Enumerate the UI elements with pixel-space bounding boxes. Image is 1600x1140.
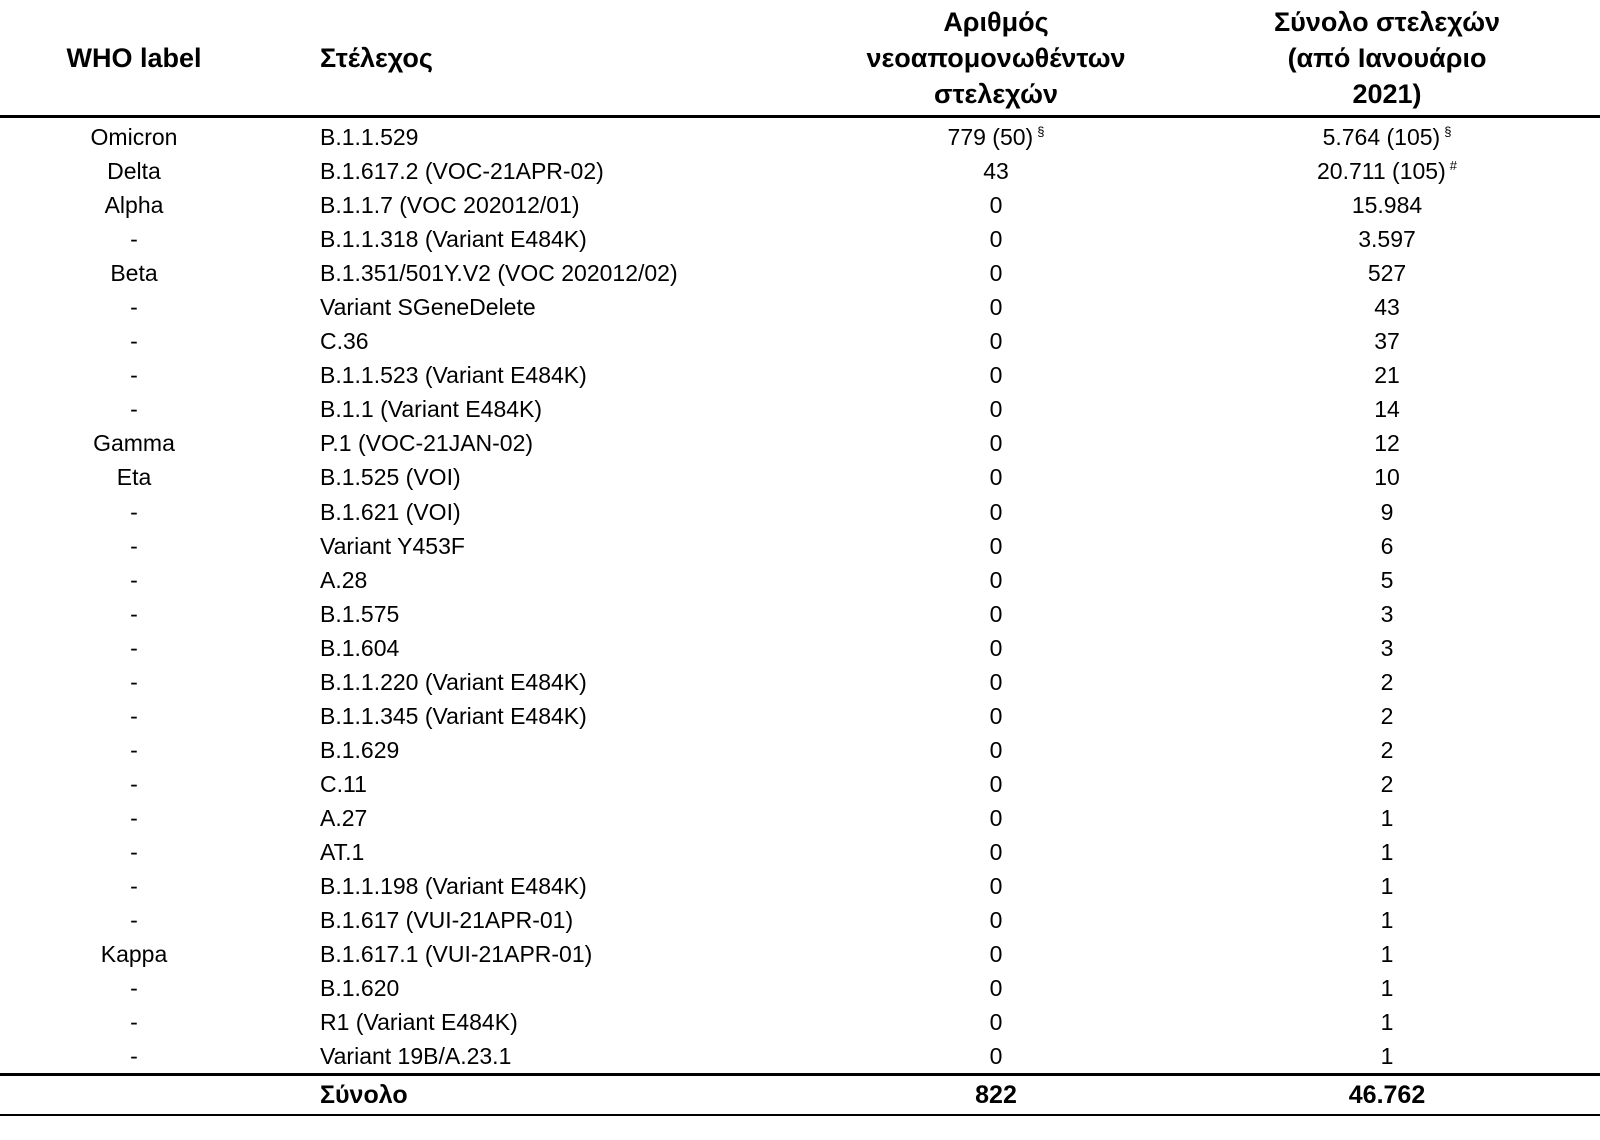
total-strains-cell	[1194, 529, 1600, 563]
total-strains-cell	[1194, 256, 1600, 290]
who-label-cell: -	[130, 566, 138, 593]
table-row	[0, 222, 1600, 256]
who-label-cell: -	[130, 873, 138, 900]
strain-cell: B.1.351/501Y.V2 (VOC 202012/02)	[320, 260, 678, 287]
strain-cell: B.1.1 (Variant E484K)	[320, 396, 543, 423]
new-isolates-value: 0	[989, 770, 1003, 797]
table-row	[0, 1005, 1600, 1039]
total-strains-cell	[1194, 835, 1600, 869]
total-strains-cell	[1194, 154, 1600, 188]
table-header	[0, 0, 1600, 117]
new-isolates-value: 0	[989, 634, 1003, 661]
total-strains-cell	[1194, 1005, 1600, 1039]
table-row	[0, 937, 1600, 971]
strain-cell: B.1.617.1 (VUI-21APR-01)	[320, 941, 593, 968]
new-isolates-value: 779 (50)	[947, 124, 1034, 151]
table-row	[0, 903, 1600, 937]
total-strains-value: 43	[1374, 294, 1400, 321]
total-strains-value: 1	[1380, 941, 1394, 968]
new-isolates-cell	[838, 426, 1194, 460]
table-row	[0, 426, 1600, 460]
who-label-cell: -	[130, 396, 138, 423]
total-strains-value: 15.984	[1351, 192, 1423, 219]
new-isolates-cell	[838, 154, 1194, 188]
new-isolates-value: 0	[989, 975, 1003, 1002]
total-label: Σύνολο	[278, 1075, 838, 1116]
total-row-empty-cell	[0, 1075, 278, 1116]
strain-cell: B.1.1.523 (Variant E484K)	[320, 362, 587, 389]
who-label-cell: Eta	[116, 464, 152, 491]
new-isolates-value: 0	[989, 294, 1003, 321]
new-isolates-cell	[838, 222, 1194, 256]
new-isolates-value: 0	[989, 736, 1003, 763]
table-row	[0, 188, 1600, 222]
who-label-cell: Gamma	[93, 430, 175, 457]
who-label-cell: Omicron	[90, 124, 178, 151]
table-row	[0, 801, 1600, 835]
total-strains-value: 1	[1380, 907, 1394, 934]
total-strains-value: 37	[1374, 328, 1400, 355]
new-isolates-cell	[838, 835, 1194, 869]
total-strains-cell	[1194, 426, 1600, 460]
new-isolates-cell	[838, 767, 1194, 801]
total-strains-cell	[1194, 971, 1600, 1005]
total-strains-value: 2	[1380, 736, 1394, 763]
table-row	[0, 1039, 1600, 1075]
total-strains-value: 1	[1380, 839, 1394, 865]
who-label-cell: -	[130, 498, 138, 525]
new-isolates-cell	[838, 971, 1194, 1005]
new-isolates-cell	[838, 495, 1194, 529]
new-isolates-cell	[838, 903, 1194, 937]
new-isolates-cell	[838, 117, 1194, 155]
footnote-marker: #	[1449, 158, 1457, 174]
header-strain-text: Στέλεχος	[320, 42, 433, 73]
header-total-strains-line: Σύνολο στελεχών	[1273, 6, 1501, 37]
total-strains-value: 3.597	[1358, 226, 1416, 253]
total-strains-value: 1	[1380, 975, 1394, 1002]
who-label-cell: -	[130, 226, 138, 253]
new-isolates-value: 0	[989, 941, 1003, 968]
total-strains-value: 1	[1380, 1043, 1394, 1070]
new-isolates-cell	[838, 801, 1194, 835]
header-who-label-text: WHO label	[66, 42, 202, 73]
strain-cell: B.1.1.7 (VOC 202012/01)	[320, 192, 580, 219]
strain-cell: B.1.1.529	[320, 124, 419, 151]
table-row	[0, 256, 1600, 290]
total-strains-value: 9	[1380, 498, 1394, 525]
new-isolates-cell	[838, 392, 1194, 426]
new-isolates-value: 0	[989, 804, 1003, 831]
table-row	[0, 597, 1600, 631]
strain-cell: A.27	[320, 804, 368, 831]
strain-cell: B.1.629	[320, 736, 400, 763]
total-strains-value: 5	[1380, 566, 1394, 593]
table-body	[0, 117, 1600, 1075]
table-row	[0, 324, 1600, 358]
new-isolates-value: 0	[989, 702, 1003, 729]
who-label-cell: Kappa	[100, 941, 168, 968]
new-isolates-value: 0	[989, 600, 1003, 627]
header-total-strains	[1194, 0, 1600, 117]
total-strains-cell	[1194, 597, 1600, 631]
header-total-strains-line: (από Ιανουάριο	[1287, 42, 1487, 73]
new-isolates-value: 0	[989, 464, 1003, 491]
total-strains-value: 14	[1374, 396, 1400, 423]
who-label-cell: -	[130, 600, 138, 627]
table-row	[0, 835, 1600, 869]
new-isolates-cell	[838, 869, 1194, 903]
total-strains-value: 20.711 (105)	[1317, 158, 1446, 185]
new-isolates-value: 0	[989, 498, 1003, 525]
new-isolates-cell	[838, 290, 1194, 324]
header-strain	[278, 0, 838, 117]
total-strains-value: 2	[1380, 770, 1394, 797]
total-strains-cell	[1194, 188, 1600, 222]
new-isolates-cell	[838, 563, 1194, 597]
total-strains-cell	[1194, 290, 1600, 324]
total-strains-value: 1	[1380, 804, 1394, 831]
total-strains-cell	[1194, 324, 1600, 358]
strain-cell: C.36	[320, 328, 369, 355]
new-isolates-cell	[838, 1039, 1194, 1075]
who-label-cell: -	[130, 1009, 138, 1036]
strain-cell: B.1.1.198 (Variant E484K)	[320, 873, 587, 900]
who-label-cell: -	[130, 804, 138, 831]
new-isolates-cell	[838, 188, 1194, 222]
new-isolates-value: 0	[989, 192, 1003, 219]
new-isolates-value: 0	[989, 260, 1003, 287]
strain-cell: B.1.1.345 (Variant E484K)	[320, 702, 587, 729]
who-label-cell: Delta	[107, 158, 161, 185]
header-new-isolates-line: στελεχών	[934, 78, 1058, 109]
total-strains-cell	[1194, 495, 1600, 529]
header-new-isolates-line: νεοαπομονωθέντων	[866, 42, 1126, 73]
who-label-cell: -	[130, 839, 138, 865]
header-new-isolates	[838, 0, 1194, 117]
total-new-isolates: 822	[838, 1075, 1194, 1116]
total-strains-value: 5.764 (105)	[1322, 124, 1441, 151]
total-strains-cell	[1194, 733, 1600, 767]
table-row	[0, 665, 1600, 699]
who-label-cell: -	[130, 736, 138, 763]
new-isolates-value: 0	[989, 396, 1003, 423]
new-isolates-cell	[838, 937, 1194, 971]
new-isolates-cell	[838, 631, 1194, 665]
total-strains-cell	[1194, 358, 1600, 392]
new-isolates-cell	[838, 699, 1194, 733]
new-isolates-value: 0	[989, 532, 1003, 559]
header-new-isolates-line: Αριθμός	[943, 6, 1049, 37]
strain-cell: Variant 19B/A.23.1	[320, 1043, 512, 1070]
table-row	[0, 358, 1600, 392]
new-isolates-value: 0	[989, 362, 1003, 389]
table-footer	[0, 1075, 1600, 1116]
total-strains-value: 527	[1367, 260, 1407, 287]
total-strains-cell	[1194, 903, 1600, 937]
table-row	[0, 563, 1600, 597]
total-strains-cell	[1194, 937, 1600, 971]
grand-total: 46.762	[1194, 1075, 1600, 1116]
new-isolates-value: 0	[989, 668, 1003, 695]
strain-cell: A.28	[320, 566, 368, 593]
new-isolates-cell	[838, 256, 1194, 290]
strain-cell: B.1.1.220 (Variant E484K)	[320, 668, 587, 695]
who-label-cell: -	[130, 975, 138, 1002]
total-strains-value: 1	[1380, 1009, 1394, 1036]
new-isolates-value: 0	[989, 873, 1003, 900]
new-isolates-value: 0	[989, 566, 1003, 593]
table-row	[0, 495, 1600, 529]
header-who-label	[0, 0, 278, 117]
new-isolates-cell	[838, 733, 1194, 767]
total-strains-value: 1	[1380, 873, 1394, 900]
table-row	[0, 733, 1600, 767]
who-label-cell: -	[130, 328, 138, 355]
new-isolates-cell	[838, 1005, 1194, 1039]
strain-cell: B.1.525 (VOI)	[320, 464, 461, 491]
table-row	[0, 767, 1600, 801]
strain-cell: B.1.621 (VOI)	[320, 498, 461, 525]
total-strains-cell	[1194, 767, 1600, 801]
new-isolates-cell	[838, 324, 1194, 358]
new-isolates-value: 0	[989, 430, 1003, 457]
who-label-cell: -	[130, 362, 138, 389]
total-strains-cell	[1194, 460, 1600, 494]
footnote-marker: §	[1444, 124, 1452, 140]
total-strains-cell	[1194, 869, 1600, 903]
strain-cell: B.1.620	[320, 975, 400, 1002]
strain-cell: C.11	[320, 770, 367, 797]
who-label-cell: -	[130, 1043, 138, 1070]
total-strains-value: 2	[1380, 702, 1394, 729]
new-isolates-value: 0	[989, 907, 1003, 934]
strain-cell: B.1.617 (VUI-21APR-01)	[320, 907, 574, 934]
new-isolates-value: 0	[989, 839, 1003, 865]
who-label-cell: -	[130, 294, 138, 321]
total-strains-value: 21	[1374, 362, 1400, 389]
new-isolates-cell	[838, 460, 1194, 494]
table-row	[0, 971, 1600, 1005]
new-isolates-value: 0	[989, 226, 1003, 253]
strain-cell: B.1.575	[320, 600, 400, 627]
total-strains-cell	[1194, 699, 1600, 733]
strain-cell: Variant SGeneDelete	[320, 294, 536, 321]
table-row	[0, 699, 1600, 733]
total-strains-value: 10	[1374, 464, 1400, 491]
total-row	[0, 1075, 1600, 1116]
strain-cell: B.1.1.318 (Variant E484K)	[320, 226, 587, 253]
total-strains-cell	[1194, 665, 1600, 699]
total-strains-cell	[1194, 801, 1600, 835]
table-row	[0, 154, 1600, 188]
header-row	[0, 0, 1600, 117]
footnote-marker: §	[1037, 124, 1045, 140]
who-label-cell: -	[130, 532, 138, 559]
total-strains-cell	[1194, 392, 1600, 426]
total-strains-cell	[1194, 222, 1600, 256]
new-isolates-value: 0	[989, 1009, 1003, 1036]
who-label-cell: -	[130, 668, 138, 695]
new-isolates-value: 0	[989, 328, 1003, 355]
strain-cell: AT.1	[320, 839, 365, 865]
total-strains-value: 3	[1380, 634, 1394, 661]
who-label-cell: Beta	[110, 260, 158, 287]
new-isolates-cell	[838, 529, 1194, 563]
table-row	[0, 290, 1600, 324]
table-row	[0, 460, 1600, 494]
total-strains-value: 3	[1380, 600, 1394, 627]
strain-cell: B.1.617.2 (VOC-21APR-02)	[320, 158, 604, 185]
strain-cell: R1 (Variant E484K)	[320, 1009, 518, 1036]
total-strains-cell	[1194, 563, 1600, 597]
total-strains-cell	[1194, 117, 1600, 155]
who-label-cell: -	[130, 702, 138, 729]
new-isolates-value: 43	[983, 158, 1009, 185]
strain-cell: B.1.604	[320, 634, 400, 661]
strain-cell: P.1 (VOC-21JAN-02)	[320, 430, 534, 457]
strain-cell: Variant Y453F	[320, 532, 465, 559]
new-isolates-value: 0	[989, 1043, 1003, 1070]
who-label-cell: -	[130, 770, 138, 797]
new-isolates-cell	[838, 665, 1194, 699]
total-strains-value: 12	[1374, 430, 1400, 457]
who-label-cell: -	[130, 907, 138, 934]
who-label-cell: Alpha	[104, 192, 164, 219]
total-strains-cell	[1194, 1039, 1600, 1075]
table-row	[0, 631, 1600, 665]
table-row	[0, 869, 1600, 903]
new-isolates-cell	[838, 358, 1194, 392]
total-strains-value: 2	[1380, 668, 1394, 695]
total-strains-cell	[1194, 631, 1600, 665]
table-row	[0, 117, 1600, 155]
new-isolates-cell	[838, 597, 1194, 631]
total-strains-value: 6	[1380, 532, 1394, 559]
who-label-cell: -	[130, 634, 138, 661]
table-row	[0, 392, 1600, 426]
table-row	[0, 529, 1600, 563]
header-total-strains-line: 2021)	[1352, 78, 1422, 109]
